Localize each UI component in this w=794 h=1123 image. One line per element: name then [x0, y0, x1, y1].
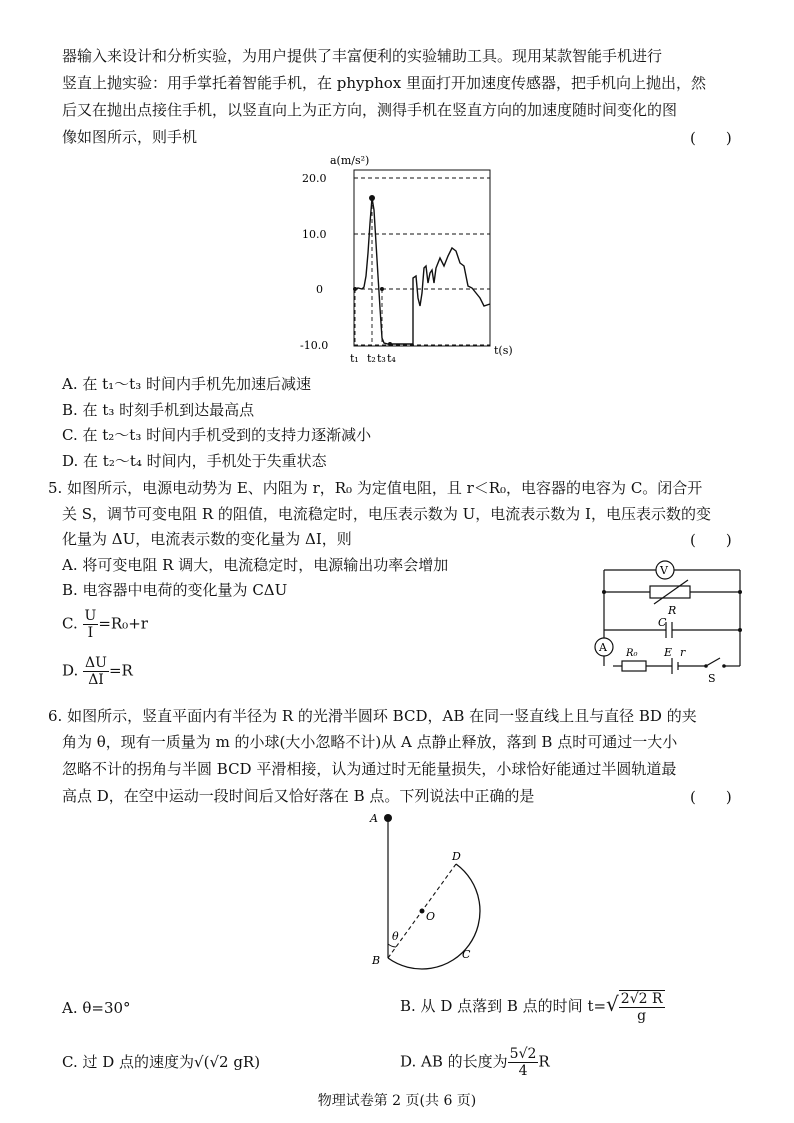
acceleration-graph: [300, 148, 520, 368]
q5-c-denominator: I: [87, 625, 94, 641]
intro-line-2: 竖直上抛实验：用手掌托着智能手机，在 phyphox 里面打开加速度传感器，把手机向上抛出，然: [62, 74, 707, 92]
q5-option-a: A. 将可变电阻 R 调大，电流稳定时，电源输出功率会增加: [62, 556, 449, 574]
point-a-label: A: [370, 812, 378, 825]
resistor-r-label: R: [668, 604, 677, 617]
q6-line-4: 高点 D，在空中运动一段时间后又恰好落在 B 点。下列说法中正确的是: [62, 787, 535, 805]
q6-c-text: C. 过 D 点的速度为: [62, 1053, 195, 1071]
q6-option-d: [400, 1046, 550, 1079]
q5-d-denominator: ΔI: [88, 672, 104, 688]
q5-d-label: D.: [62, 661, 79, 680]
graph-x-label: t(s): [494, 344, 513, 357]
switch-s-label: S: [708, 672, 716, 685]
q6-line-2: 角为 θ，现有一质量为 m 的小球(大小忽略不计)从 A 点静止释放，落到 B 点时可通过一大小: [62, 733, 678, 751]
q4-option-a: A. 在 t₁～t₃ 时间内手机先加速后减速: [62, 375, 311, 393]
intro-line-1: 器输入来设计和分析实验，为用户提供了丰富便利的实验辅助工具。现用某款智能手机进行: [62, 47, 663, 65]
q6-b-text: B. 从 D 点落到 B 点的时间 t=: [400, 997, 607, 1015]
q6-c-expr: √(√2 gR): [194, 1053, 261, 1071]
answer-paren-q6: ( ): [690, 788, 732, 806]
q6-option-c: [62, 1052, 260, 1072]
q5-line-2: 关 S，调节可变电阻 R 的阻值，电流稳定时，电压表示数为 U，电流表示数为 I，电压表示数的变: [62, 505, 711, 523]
q5-line-3: 化量为 ΔU，电流表示数的变化量为 ΔI，则: [62, 530, 352, 548]
q5-line-1: 5. 如图所示，电源电动势为 E、内阻为 r，R₀ 为定值电阻，且 r＜R₀，电容器的电容为 C。闭合开: [48, 479, 703, 497]
point-b-label: B: [372, 954, 381, 967]
t1-label: t₁: [350, 352, 359, 365]
q6-d-text: D. AB 的长度为: [400, 1052, 508, 1071]
q5-option-d: [62, 655, 133, 688]
tick-10: 10.0: [302, 228, 327, 241]
q5-c-numerator: U: [84, 608, 97, 624]
q6-d-fraction: [508, 1046, 539, 1079]
q6-line-1: 6. 如图所示，竖直平面内有半径为 R 的光滑半圆环 BCD，AB 在同一竖直线上且与直径 BD 的夹: [48, 707, 697, 725]
t4-label: t₄: [387, 352, 396, 365]
q6-b-numerator: 2√2 R: [620, 991, 663, 1007]
q5-c-label: C.: [62, 614, 78, 633]
t2-label: t₂: [367, 352, 376, 365]
q4-option-d: D. 在 t₂～t₄ 时间内，手机处于失重状态: [62, 452, 327, 470]
q6-line-3: 忽略不计的拐角与半圆 BCD 平滑相接，认为通过时无能量损失，小球恰好能通过半圆轨道最: [62, 760, 677, 778]
circuit-diagram: [590, 556, 750, 686]
capacitor-c-label: C: [658, 616, 667, 629]
point-d-label: D: [452, 850, 461, 863]
q5-option-b: B. 电容器中电荷的变化量为 CΔU: [62, 581, 288, 599]
sqrt-sign: √: [606, 992, 619, 1016]
graph-y-label: a(m/s²): [330, 154, 370, 167]
semicircle-figure: [360, 808, 510, 973]
q4-option-b: B. 在 t₃ 时刻手机到达最高点: [62, 401, 255, 419]
q6-b-denominator: g: [637, 1008, 647, 1024]
q6-option-a: A. θ=30°: [62, 999, 131, 1017]
ammeter-label: A: [599, 641, 607, 654]
answer-paren-q5: ( ): [690, 531, 732, 549]
center-o-label: O: [426, 910, 436, 923]
q5-d-fraction: [83, 655, 109, 688]
intro-line-4: 像如图所示，则手机: [62, 128, 198, 146]
voltmeter-label: V: [660, 564, 668, 577]
tick-0: 0: [316, 283, 323, 296]
q6-d-denominator: 4: [518, 1063, 528, 1079]
theta-label: θ: [392, 930, 399, 943]
page-footer: 物理试卷第 2 页(共 6 页): [317, 1093, 477, 1109]
q5-d-rest: =R: [108, 661, 133, 680]
resistor-r0-label: R₀: [626, 648, 638, 659]
q5-c-fraction: [83, 608, 99, 641]
q6-d-numerator: 5√2: [509, 1046, 537, 1062]
t3-label: t₃: [377, 352, 386, 365]
tick-20: 20.0: [302, 172, 327, 185]
q5-d-numerator: ΔU: [85, 655, 107, 671]
acceleration-curve: [354, 198, 490, 344]
q6-option-b: [400, 990, 665, 1024]
q4-option-c: C. 在 t₂～t₃ 时间内手机受到的支持力逐渐减小: [62, 426, 372, 444]
tick-neg10: -10.0: [300, 339, 329, 352]
intro-line-3: 后又在抛出点接住手机，以竖直向上为正方向，测得手机在竖直方向的加速度随时间变化的图: [62, 101, 678, 119]
q5-option-c: [62, 608, 148, 641]
q5-c-rest: =R₀+r: [98, 614, 148, 633]
emf-e-label: E: [664, 646, 673, 659]
q6-d-rest: R: [538, 1052, 550, 1071]
answer-paren-q4: ( ): [690, 129, 732, 147]
q6-b-fraction: [619, 990, 665, 1024]
point-c-label: C: [462, 948, 471, 961]
internal-r-label: r: [680, 646, 686, 659]
